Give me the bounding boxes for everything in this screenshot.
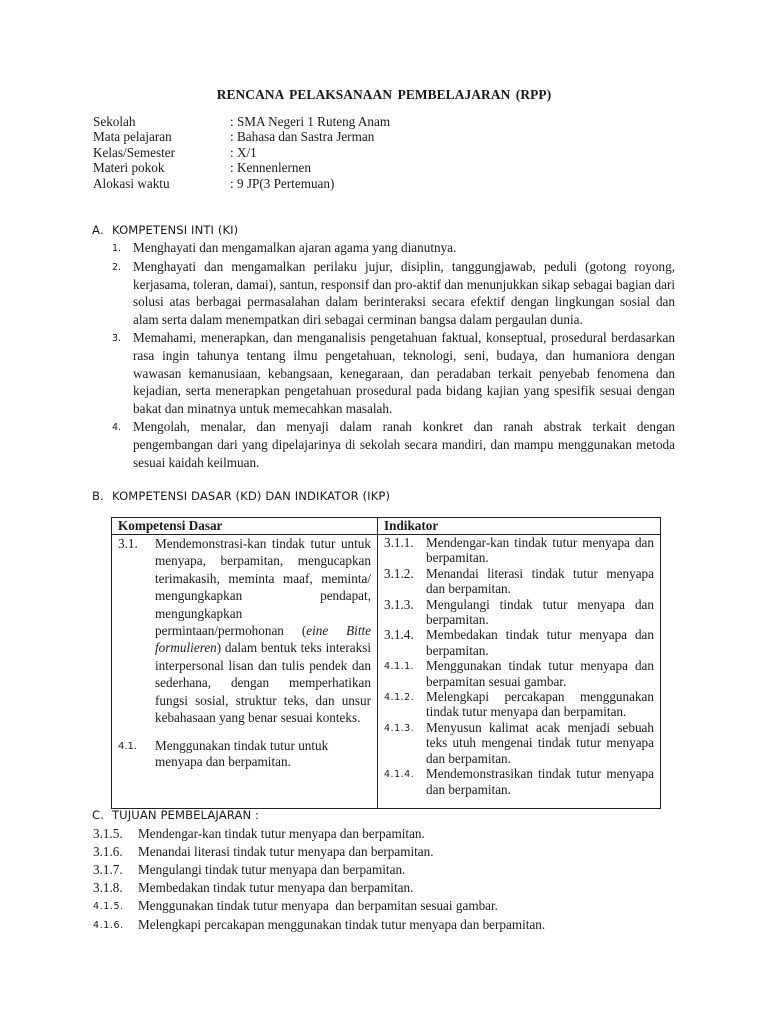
item-text: Membedakan tindak tutur menyapa dan berpamitan. [138,879,414,895]
text-part: Mendemonstrasi-kan tindak tutur untuk menyapa, berpamitan, mengucapkan terimakasih, meminta maaf, meminta/ mengungkapkan pendapat, mengungkapkan permintaan/permohonan ( [155,536,371,639]
indicator-item [384,766,654,797]
list-item [112,258,675,329]
list-item [112,329,675,418]
spacer [118,726,371,738]
meta-row-materi-pokok [93,160,390,175]
meta-label: Alokasi waktu [93,175,170,191]
item-number: 3.1.1. [384,535,414,550]
item-text: Menggunakan tindak tutur menyapa dan berpamitan sesuai gambar. [426,658,654,689]
meta-label: Materi pokok [93,160,165,176]
section-title: TUJUAN PEMBELAJARAN : [112,808,260,822]
document-title: RENCANA PELAKSANAAN PEMBELAJARAN (RPP) [216,87,552,102]
list-item [93,916,545,935]
item-number: 1. [112,243,122,254]
item-text: Membedakan tindak tutur menyapa dan berpamitan. [426,627,654,658]
item-number: 4.1.4. [384,769,415,781]
identity-block [93,114,390,191]
indicator-item [384,627,654,658]
item-number: 4.1.2. [384,692,415,704]
italic-term: eine Bitte formulieren [155,623,371,656]
item-number: 4.1.3. [384,722,415,734]
item-number: 3. [112,332,122,344]
item-text: Menghayati dan mengamalkan perilaku jujur, disiplin, tanggungjawab, peduli (gotong royong, kerjasama, toleran, damai), santun, responsif dan pro-aktif dan menunjukkan sikap sebagai bagian dari solusi atas berbagai permasalahan dalam berinteraksi secara efektif dengan lingkungan sosial dan alam serta dalam menempatkan diri sebagai cerminan bangsa dalam pergaulan dunia. [133,258,675,328]
item-number: 2. [112,261,122,273]
meta-row-kelas-semester [93,145,390,160]
meta-row-mata-pelajaran [93,129,390,144]
item-text: Menandai literasi tindak tutur menyapa dan berpamitan. [426,565,654,597]
table-header-row [112,518,661,535]
table-row [112,535,661,809]
indicator-item [384,720,654,766]
item-text: Mengolah, menalar, dan menyaji dalam ranah konkret dan ranah abstrak terkait dengan pengembangan dari yang dipelajarinya di sekolah secara mandiri, dan mampu menggunakan metoda sesuai kaidah keilmuan. [133,418,675,470]
meta-value: : 9 JP(3 Pertemuan) [230,175,335,191]
indicator-item [384,658,654,689]
item-text: Melengkapi percakapan menggunakan tindak tutur menyapa dan berpamitan. [138,916,546,932]
item-number: 3.1.2. [384,565,414,581]
item-number: 3.1.5. [93,826,123,841]
item-text: Mendengar-kan tindak tutur menyapa dan berpamitan. [426,535,654,566]
meta-label: Mata pelajaran [93,129,172,145]
section-b-heading [92,488,390,504]
item-text: Memahami, menerapkan, dan menganalisis pengetahuan faktual, konseptual, prosedural berdasarkan rasa ingin tahunya tentang ilmu pengetahuan, teknologi, seni, budaya, dan humaniora dengan wawasan kemanusiaan, kebangsaan, kenegaraan, dan peradaban terkait penyebab fenomena dan kejadian, serta menerapkan pengetahuan prosedural pada bidang kajian yang spesifik sesuai dengan bakat dan minatnya untuk memecahkan masalah. [133,329,675,417]
item-number: 3.1.8. [93,879,123,895]
item-text: Mengulangi tindak tutur menyapa dan berpamitan. [138,861,406,877]
item-number: 3.1.4. [384,627,414,643]
learning-objectives-list [93,825,545,934]
meta-label: Kelas/Semester [93,144,176,160]
item-text: Mengulangi tindak tutur menyapa dan berpamitan. [426,596,654,628]
item-text: Mendemonstrasikan tindak tutur menyapa dan berpamitan. [426,766,654,797]
item-text [155,535,371,726]
indicator-item [384,535,654,566]
item-number: 3.1. [118,536,138,551]
kd-indicator-table [111,517,661,809]
meta-value: : Kennenlernen [230,160,311,176]
meta-row-sekolah [93,114,390,129]
meta-value: : SMA Negeri 1 Ruteng Anam [230,114,391,129]
section-a-heading [92,222,238,238]
indicator-item [384,689,654,720]
section-title: KOMPETENSI INTI (KI) [112,223,239,237]
list-item [112,418,675,471]
list-item [93,825,545,843]
section-letter: C. [92,808,104,822]
meta-label: Sekolah [93,114,136,129]
item-number: 4. [112,421,122,433]
list-item [112,239,675,258]
list-item [93,879,545,897]
item-text: Mendengar-kan tindak tutur menyapa dan berpamitan. [138,826,425,841]
item-number: 3.1.6. [93,843,123,859]
list-item [93,897,545,916]
column-header-indikator: Indikator [378,518,661,535]
section-c-heading [92,807,259,823]
meta-value: : Bahasa dan Sastra Jerman [230,129,375,145]
item-number: 3.1.3. [384,596,414,612]
item-text: Menghayati dan mengamalkan ajaran agama yang dianutnya. [133,240,457,255]
section-title: KOMPETENSI DASAR (KD) DAN INDIKATOR (IKP) [112,489,391,503]
section-letter: B. [92,489,104,503]
item-text: Menandai literasi tindak tutur menyapa dan berpamitan. [138,843,434,859]
kd-item [118,535,371,726]
meta-row-alokasi-waktu [93,176,390,191]
text-part: ) dalam bentuk teks interaksi interpersonal lisan dan tulis pendek dan sederhana, dengan memperhatikan fungsi sosial, struktur teks, dan unsur kebahasaan yang benar sesuai konteks. [155,640,371,726]
list-item [93,843,545,861]
kd-item [118,738,371,769]
list-item [93,861,545,879]
ki-list [112,239,675,471]
item-text: Melengkapi percakapan menggunakan tindak tutur menyapa dan berpamitan. [426,689,654,720]
indicator-item [384,597,654,628]
section-letter: A. [92,223,104,237]
kd-cell [112,535,378,809]
item-number: 4.1.6. [93,919,124,931]
indicator-cell [378,535,661,809]
item-number: 4.1. [118,741,138,753]
item-text: Menggunakan tindak tutur untuk menyapa dan berpamitan. [155,738,329,769]
item-number: 4.1.1. [384,661,415,673]
item-number: 3.1.7. [93,861,123,877]
column-header-kompetensi-dasar: Kompetensi Dasar [112,518,378,535]
indicator-item [384,566,654,597]
item-number: 4.1.5. [93,900,124,912]
item-text: Menggunakan tindak tutur menyapa dan berpamitan sesuai gambar. [138,897,498,913]
meta-value: : X/1 [230,144,257,160]
item-text: Menyusun kalimat acak menjadi sebuah teks utuh mengenai tindak tutur menyapa dan berpamitan. [426,719,654,766]
